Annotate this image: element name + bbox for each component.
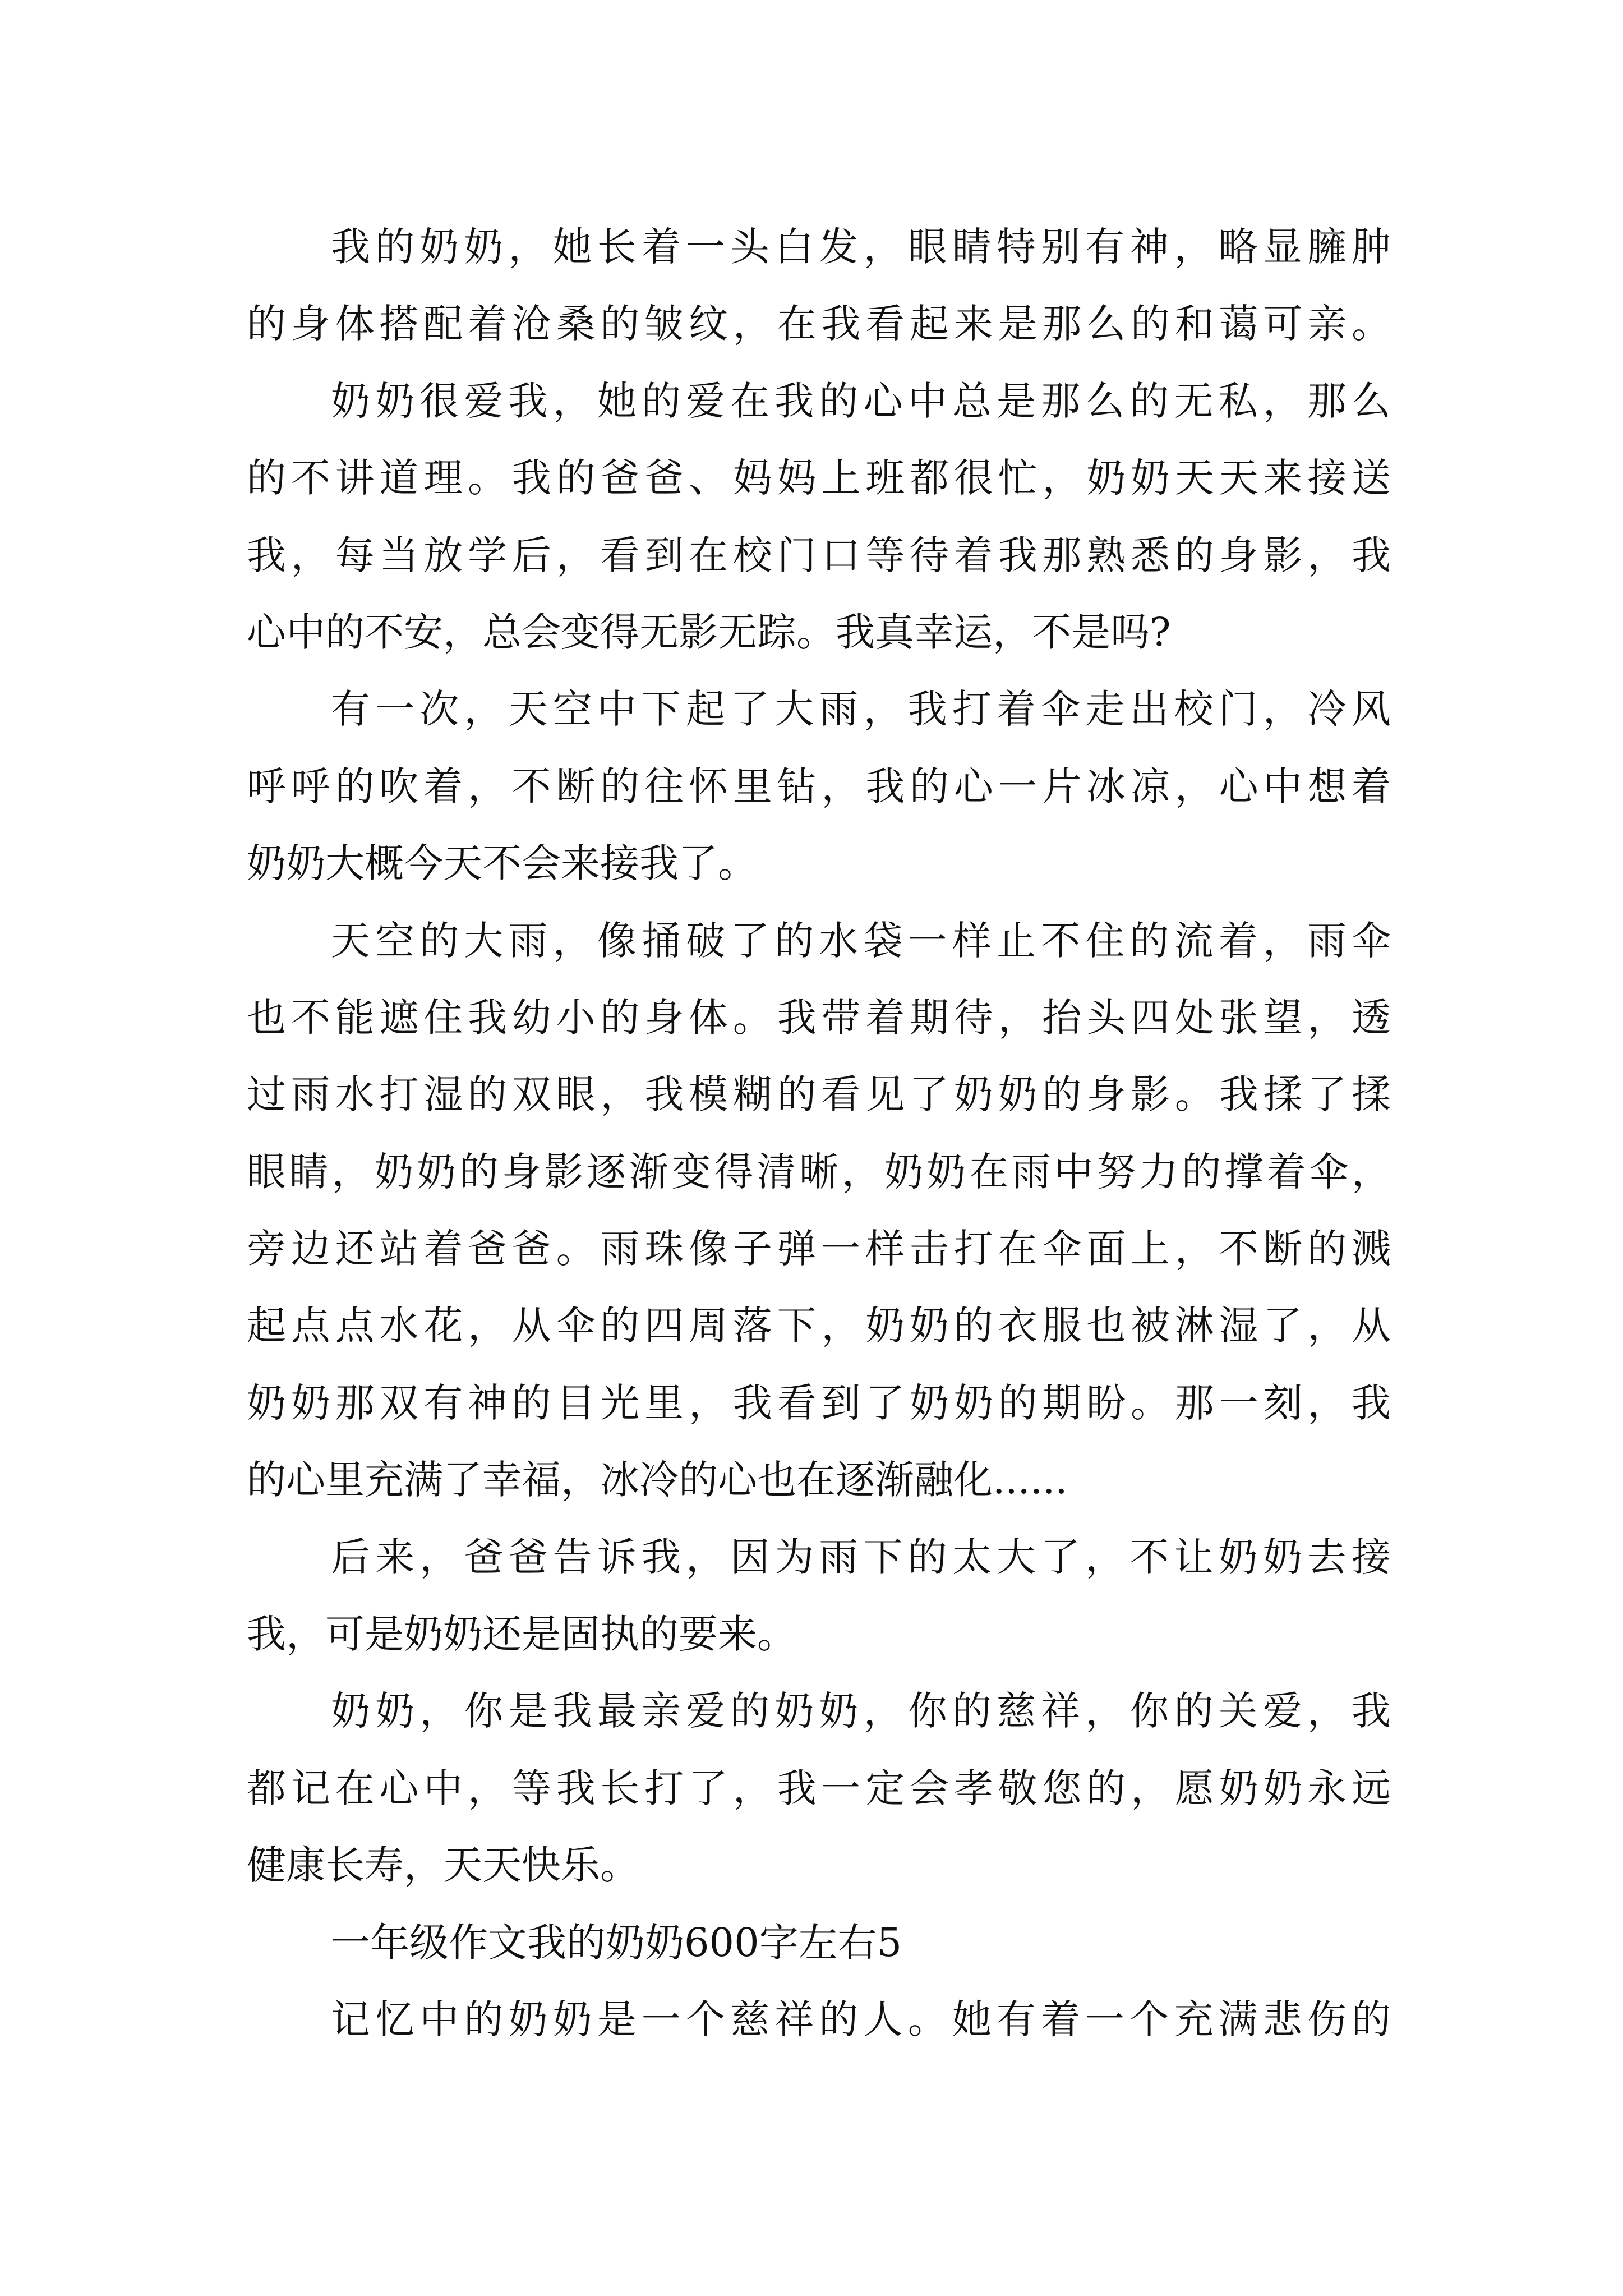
text-line: 过雨水打湿的双眼，我模糊的看见了奶奶的身影。我揉了揉 [247, 1071, 1391, 1118]
text-line: 记忆中的奶奶是一个慈祥的人。她有着一个充满悲伤的 [331, 1996, 1391, 2042]
text-line: 我的奶奶，她长着一头白发，眼睛特别有神，略显臃肿 [331, 224, 1391, 270]
text-line: 奶奶那双有神的目光里，我看到了奶奶的期盼。那一刻，我 [247, 1379, 1391, 1426]
text-line: 旁边还站着爸爸。雨珠像子弹一样击打在伞面上，不断的溅 [247, 1226, 1391, 1272]
text-line: 的心里充满了幸福，冰冷的心也在逐渐融化...... [247, 1457, 1068, 1503]
text-line: 的身体搭配着沧桑的皱纹，在我看起来是那么的和蔼可亲。 [247, 301, 1391, 347]
document-body [247, 209, 1391, 2058]
text-line: 的不讲道理。我的爸爸、妈妈上班都很忙，奶奶天天来接送 [247, 455, 1391, 501]
text-line: 起点点水花，从伞的四周落下，奶奶的衣服也被淋湿了，从 [247, 1303, 1391, 1349]
text-line: 天空的大雨，像捅破了的水袋一样止不住的流着，雨伞 [331, 917, 1391, 964]
text-line: 呼呼的吹着，不断的往怀里钻，我的心一片冰凉，心中想着 [247, 763, 1391, 809]
text-line: 都记在心中，等我长打了，我一定会孝敬您的，愿奶奶永远 [247, 1765, 1391, 1811]
text-line: 我，可是奶奶还是固执的要来。 [247, 1611, 796, 1658]
section-heading: 一年级作文我的奶奶600字左右5 [331, 1919, 902, 1966]
text-line: 后来，爸爸告诉我，因为雨下的太大了，不让奶奶去接 [331, 1534, 1391, 1580]
text-line: 奶奶很爱我，她的爱在我的心中总是那么的无私，那么 [331, 378, 1391, 424]
text-line: 我，每当放学后，看到在校门口等待着我那熟悉的身影，我 [247, 532, 1391, 578]
text-line: 眼睛，奶奶的身影逐渐变得清晰，奶奶在雨中努力的撑着伞， [247, 1148, 1391, 1195]
text-line: 心中的不安，总会变得无影无踪。我真幸运，不是吗? [247, 609, 1171, 655]
text-line: 奶奶，你是我最亲爱的奶奶，你的慈祥，你的关爱，我 [331, 1688, 1391, 1734]
text-line: 奶奶大概今天不会来接我了。 [247, 840, 757, 887]
text-line: 健康长寿，天天快乐。 [247, 1842, 639, 1889]
text-line: 有一次，天空中下起了大雨，我打着伞走出校门，冷风 [331, 686, 1391, 733]
text-line: 也不能遮住我幼小的身体。我带着期待，抬头四处张望，透 [247, 994, 1391, 1041]
